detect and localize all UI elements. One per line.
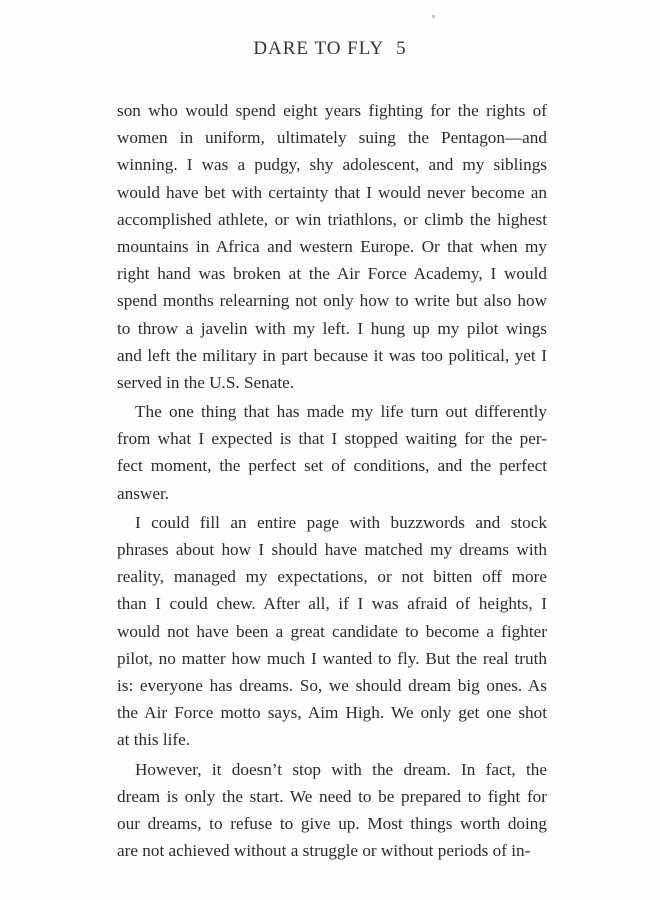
- running-header: [0, 38, 660, 60]
- text-line: I could fill an entire page with buzzwords and stock: [135, 512, 547, 532]
- text-line: our dreams, to refuse to give up. Most things worth doing: [117, 813, 547, 833]
- text-line: answer.: [117, 483, 170, 503]
- text-line: are not achieved without a struggle or without periods of in-: [117, 841, 531, 861]
- text-line: son who would spend eight years fighting for the rights of: [117, 101, 547, 120]
- text-line: is: everyone has dreams. So, we should dream big ones. As: [117, 675, 547, 695]
- text-line: The one thing that has made my life turn out differently: [135, 402, 547, 422]
- text-line: than I could chew. After all, if I was afraid of heights, I: [117, 594, 547, 614]
- text-line: accomplished athlete, or win triathlons, or climb the highest: [117, 209, 547, 229]
- paragraph: [117, 509, 547, 754]
- text-line: phrases about how I should have matched my dreams with: [117, 540, 547, 559]
- text-line: right hand was broken at the Air Force Academy, I would: [117, 264, 547, 284]
- text-line: would not have been a great candidate to become a fighter: [117, 621, 547, 641]
- page-number: 5: [396, 38, 407, 59]
- body-text: [117, 97, 547, 864]
- text-line: at this life.: [117, 730, 191, 750]
- text-line: winning. I was a pudgy, shy adolescent, and my siblings: [117, 155, 547, 175]
- text-line: the Air Force motto says, Aim High. We only get one shot: [117, 703, 547, 723]
- text-line: and left the military in part because it was too political, yet I: [117, 345, 547, 365]
- book-title: DARE TO FLY: [253, 38, 385, 59]
- text-line: would have bet with certainty that I would never become an: [117, 182, 547, 202]
- paper-speck: [432, 15, 435, 18]
- text-line: However, it doesn’t stop with the dream. In fact, the: [135, 759, 547, 779]
- text-line: dream is only the start. We need to be prepared to fight for: [117, 786, 547, 806]
- text-line: pilot, no matter how much I wanted to fly. But the real truth: [117, 648, 547, 668]
- text-line: reality, managed my expectations, or not bitten off more: [117, 567, 547, 587]
- text-line: served in the U.S. Senate.: [117, 372, 295, 392]
- text-line: spend months relearning not only how to write but also how: [117, 291, 547, 311]
- text-line: mountains in Africa and western Europe. Or that when my: [117, 236, 547, 256]
- paragraph: [117, 756, 547, 865]
- paragraph: [117, 97, 547, 396]
- text-line: to throw a javelin with my left. I hung up my pilot wings: [117, 318, 547, 338]
- text-line: women in uniform, ultimately suing the Pentagon—and: [117, 128, 547, 148]
- paragraph: [117, 398, 547, 507]
- text-line: from what I expected is that I stopped waiting for the per-: [117, 429, 547, 449]
- text-line: fect moment, the perfect set of conditions, and the perfect: [117, 456, 547, 476]
